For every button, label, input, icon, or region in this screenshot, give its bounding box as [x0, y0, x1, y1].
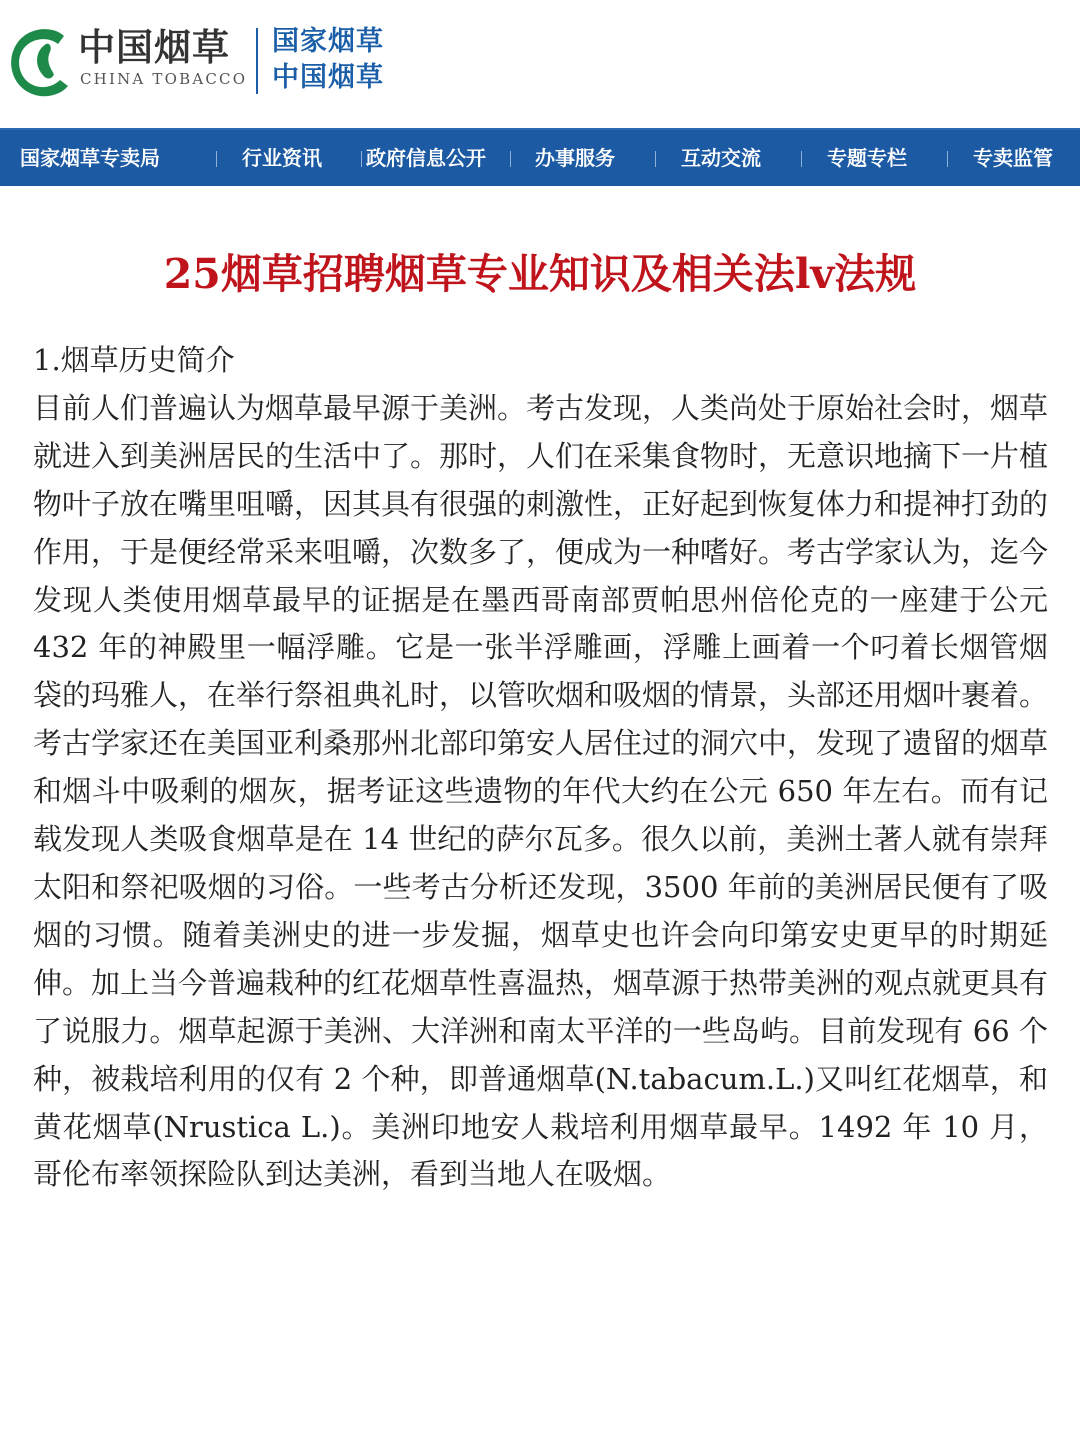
- nav-separator: [361, 151, 362, 167]
- site-header: [0, 0, 1080, 128]
- nav-separator: [801, 151, 802, 167]
- nav-item-special-topics[interactable]: 专题专栏: [827, 146, 907, 170]
- nav-separator: [510, 151, 511, 167]
- article-body: [33, 337, 1048, 1199]
- nav-item-state-tobacco-bureau[interactable]: 国家烟草专卖局: [20, 146, 160, 170]
- section-heading: 1.烟草历史简介: [33, 343, 235, 377]
- main-nav-bar: [0, 128, 1080, 186]
- nav-item-interaction[interactable]: 互动交流: [681, 146, 761, 170]
- nav-separator: [655, 151, 656, 167]
- nav-item-industry-news[interactable]: 行业资讯: [242, 146, 322, 170]
- nav-item-services[interactable]: 办事服务: [535, 146, 615, 170]
- article-paragraph: 目前人们普遍认为烟草最早源于美洲。考古发现，人类尚处于原始社会时，烟草就进入到美洲居民的生活中了。那时，人们在采集食物时，无意识地摘下一片植物叶子放在嘴里咀嚼，因其具有很强的刺激性，正好起到恢复体力和提神打劲的作用，于是便经常采来咀嚼，次数多了，便成为一种嗜好。考古学家认为，迄今发现人类使用烟草最早的证据是在墨西哥南部贾帕思州倍伦克的一座建于公元 432 年的神殿里一幅浮雕。它是一张半浮雕画，浮雕上画着一个叼着长烟管烟袋的玛雅人，在举行祭祖典礼时，以管吹烟和吸烟的情景，头部还用烟叶裹着。考古学家还在美国亚利桑那州北部印第安人居住过的洞穴中，发现了遗留的烟草和烟斗中吸剩的烟灰，据考证这些遗物的年代大约在公元 650 年左右。而有记载发现人类吸食烟草是在 14 世纪的萨尔瓦多。很久以前，美洲土著人就有崇拜太阳和祭祀吸烟的习俗。一些考古分析还发现，3500 年前的美洲居民便有了吸烟的习惯。随着美洲史的进一步发掘，烟草史也许会向印第安史更早的时期延伸。加上当今普遍栽种的红花烟草性喜温热，烟草源于热带美洲的观点就更具有了说服力。烟草起源于美洲、大洋洲和南太平洋的一些岛屿。目前发现有 66 个种，被栽培利用的仅有 2 个种，即普通烟草(N.tabacum.L.)又叫红花烟草，和黄花烟草(Nrustica L.)。美洲印地安人栽培利用烟草最早。1492 年 10 月，哥伦布率领探险队到达美洲，看到当地人在吸烟。: [33, 390, 1049, 1192]
- nav-item-government-info[interactable]: 政府信息公开: [366, 146, 486, 170]
- article-title: 25烟草招聘烟草专业知识及相关法lv法规: [163, 250, 917, 298]
- nav-item-monopoly-supervision[interactable]: 专卖监管: [973, 146, 1053, 170]
- logo-english-name: CHINA TOBACCO: [80, 70, 248, 88]
- nav-separator: [947, 151, 948, 167]
- nav-separator: [216, 151, 217, 167]
- china-tobacco-logo-icon[interactable]: [6, 22, 76, 98]
- logo-right-line1: 国家烟草: [272, 26, 384, 57]
- logo-chinese-name: 中国烟草: [78, 26, 230, 69]
- logo-right-line2: 中国烟草: [272, 62, 384, 93]
- logo-divider: [256, 28, 258, 94]
